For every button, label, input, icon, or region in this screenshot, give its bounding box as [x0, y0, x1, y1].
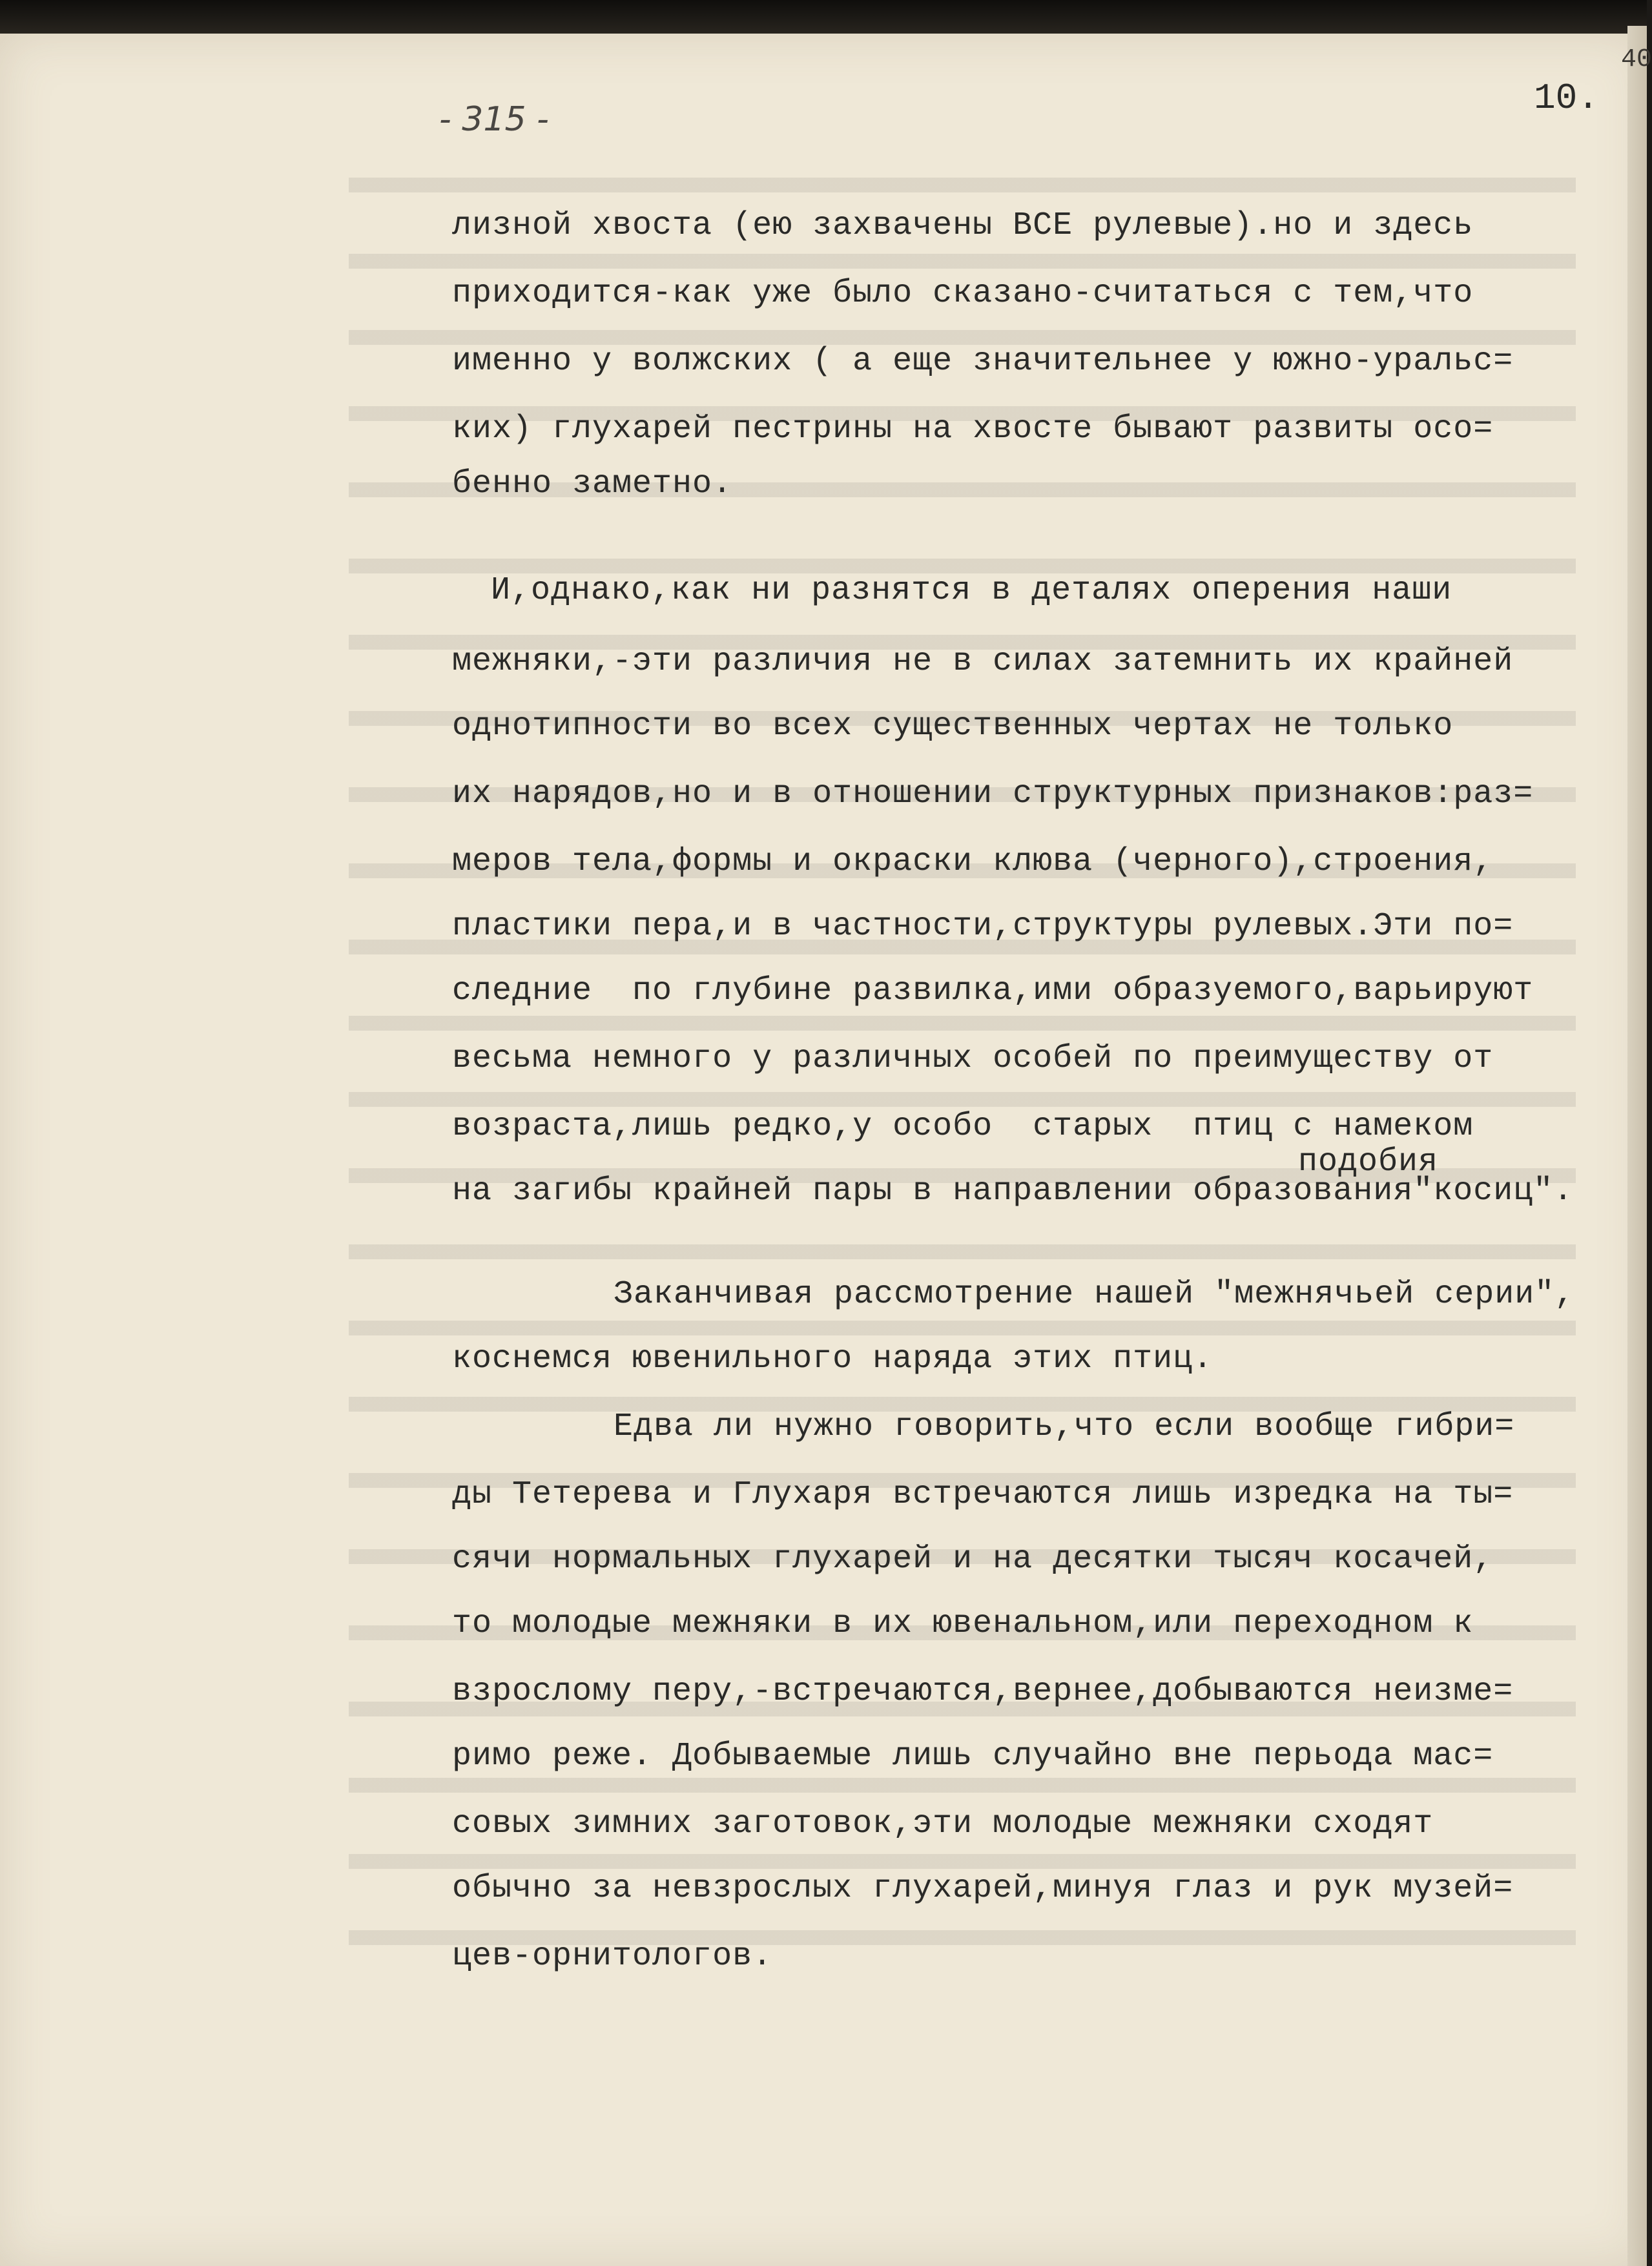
text-line: римо реже. Добываемые лишь случайно вне перьода мас= [452, 1738, 1494, 1775]
text-line: межняки,-эти различия не в силах затемнить их крайней [452, 643, 1514, 680]
text-line: весьма немного у различных особей по преимуществу от [452, 1040, 1494, 1077]
page-number: 10. [1534, 77, 1599, 119]
text-line: совых зимних заготовок,эти молодые межняки сходят [452, 1806, 1434, 1842]
text-line: взрослому перу,-встречаются,вернее,добываются неизме= [452, 1673, 1514, 1710]
text-line: приходится-как уже было сказано-считаться с тем,что [452, 275, 1474, 312]
text-line: обычно за невзрослых глухарей,минуя глаз и рук музей= [452, 1870, 1514, 1907]
corner-mark: 40 [1621, 45, 1652, 74]
text-line: лизной хвоста (ею захвачены ВСЕ рулевые).но и здесь [452, 207, 1474, 244]
text-line: однотипности во всех существенных чертах не только [452, 708, 1454, 745]
text-line: бенно заметно. [452, 466, 733, 502]
text-line: именно у волжских ( а еще значительнее у южно-уральс= [452, 343, 1514, 380]
text-line: цев-орнитологов. [452, 1938, 773, 1975]
handwritten-folio: - 315 - [439, 100, 549, 139]
text-line: ких) глухарей пестрины на хвосте бывают развиты осо= [452, 411, 1494, 448]
text-line: Едва ли нужно говорить,что если вообще гибри= [614, 1408, 1515, 1445]
text-line: их нарядов,но и в отношении структурных признаков:раз= [452, 776, 1534, 812]
text-line: следние по глубине развилка,ими образуемого,варьируют [452, 973, 1534, 1009]
text-line: ды Тетерева и Глухаря встречаются лишь изредка на ты= [452, 1476, 1514, 1513]
stacked-sheets-edge [1627, 26, 1647, 2266]
text-line: И,однако,как ни разнятся в деталях оперения наши [491, 572, 1452, 609]
interlinear-insertion: подобия [1298, 1144, 1439, 1180]
text-line: сячи нормальных глухарей и на десятки тысяч косачей, [452, 1541, 1494, 1578]
text-line: Заканчивая рассмотрение нашей "межнячьей серии", [614, 1276, 1575, 1313]
scan-edge [0, 0, 1647, 36]
text-line: возраста,лишь редко,у особо старых птиц с намеком [452, 1108, 1474, 1145]
text-line: меров тела,формы и окраски клюва (черного),строения, [452, 843, 1494, 880]
text-line: коснемся ювенильного наряда этих птиц. [452, 1341, 1213, 1377]
text-line: на загибы крайней пары в направлении образования"косиц". [452, 1173, 1574, 1210]
text-line: то молодые межняки в их ювенальном,или переходном к [452, 1605, 1474, 1642]
text-line: пластики пера,и в частности,структуры рулевых.Эти по= [452, 908, 1514, 945]
